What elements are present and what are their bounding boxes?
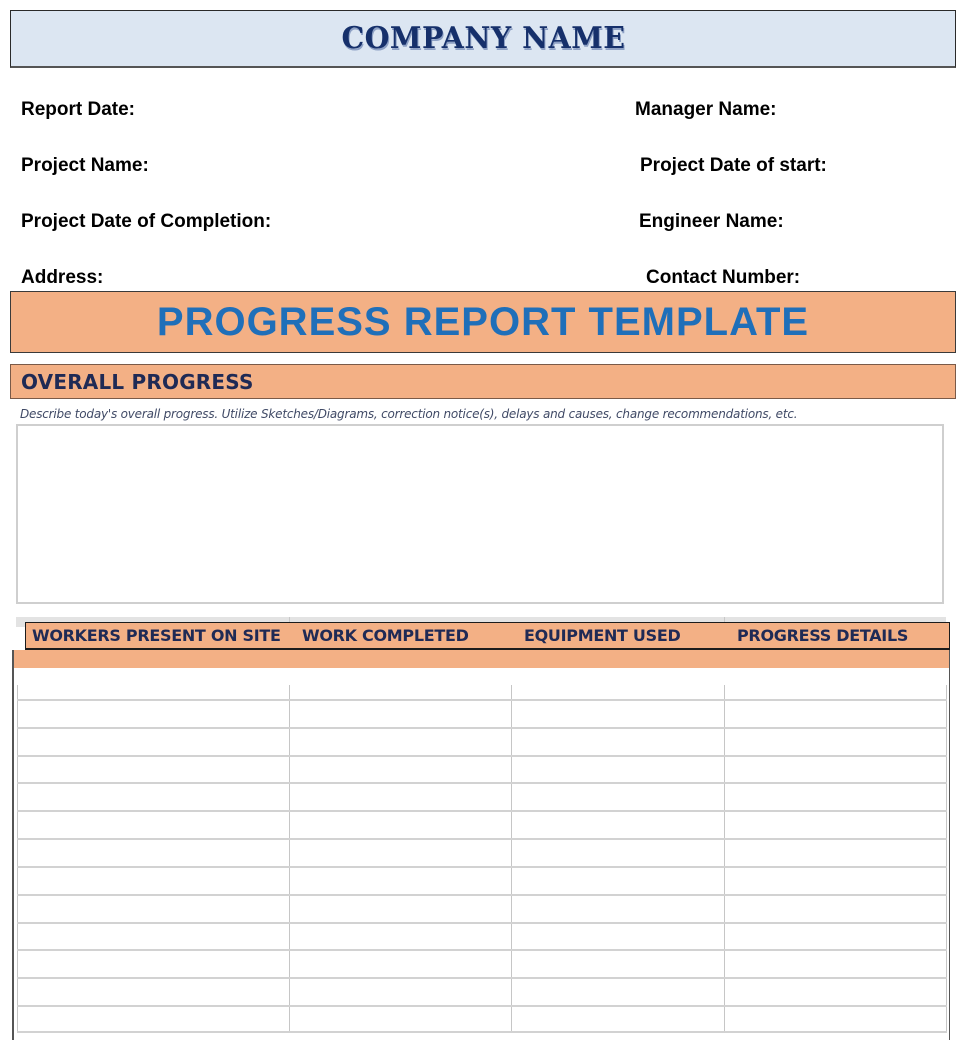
table-cell[interactable] <box>725 784 946 810</box>
table-cell[interactable] <box>725 701 946 727</box>
grid-line <box>946 685 947 1033</box>
table-cell[interactable] <box>290 812 511 838</box>
table-cell[interactable] <box>512 701 724 727</box>
table-cell[interactable] <box>290 979 511 1005</box>
engineer-name-label: Engineer Name: <box>639 211 784 232</box>
table-cell[interactable] <box>512 951 724 977</box>
table-cell[interactable] <box>290 896 511 922</box>
manager-name-label: Manager Name: <box>635 99 777 120</box>
table-cell[interactable] <box>290 701 511 727</box>
table-cell[interactable] <box>512 979 724 1005</box>
column-header-workers: WORKERS PRESENT ON SITE <box>32 626 281 645</box>
table-cell[interactable] <box>18 784 289 810</box>
table-cell[interactable] <box>725 868 946 894</box>
table-cell[interactable] <box>18 924 289 950</box>
contact-number-label: Contact Number: <box>646 267 801 288</box>
table-cell[interactable] <box>512 784 724 810</box>
progress-table <box>17 685 947 1033</box>
table-cell[interactable] <box>290 951 511 977</box>
table-cell[interactable] <box>290 840 511 866</box>
table-cell[interactable] <box>512 840 724 866</box>
table-cell[interactable] <box>18 868 289 894</box>
table-cell[interactable] <box>512 896 724 922</box>
overall-progress-input[interactable] <box>16 424 944 604</box>
table-cell[interactable] <box>290 757 511 783</box>
table-cell[interactable] <box>290 1007 511 1033</box>
company-header <box>10 10 956 68</box>
table-cell[interactable] <box>18 1007 289 1033</box>
table-header-row <box>25 622 950 650</box>
table-cell[interactable] <box>290 729 511 755</box>
table-cell[interactable] <box>725 979 946 1005</box>
table-cell[interactable] <box>512 757 724 783</box>
table-cell[interactable] <box>18 812 289 838</box>
table-cell[interactable] <box>18 729 289 755</box>
table-cell[interactable] <box>512 924 724 950</box>
address-label: Address: <box>21 267 104 288</box>
column-header-progress-details: PROGRESS DETAILS <box>737 626 909 645</box>
report-title: PROGRESS REPORT TEMPLATE <box>156 299 810 344</box>
table-cell[interactable] <box>512 868 724 894</box>
table-cell[interactable] <box>512 729 724 755</box>
table-cell[interactable] <box>725 812 946 838</box>
report-date-label: Report Date: <box>21 99 136 120</box>
table-cell[interactable] <box>725 924 946 950</box>
table-cell[interactable] <box>725 840 946 866</box>
company-name: COMPANY NAME <box>341 21 625 56</box>
table-cell[interactable] <box>512 812 724 838</box>
table-cell[interactable] <box>290 784 511 810</box>
table-cell[interactable] <box>18 840 289 866</box>
project-completion-date-label: Project Date of Completion: <box>21 211 272 232</box>
table-cell[interactable] <box>18 979 289 1005</box>
table-cell[interactable] <box>725 729 946 755</box>
project-start-date-label: Project Date of start: <box>640 155 827 176</box>
overall-progress-heading: OVERALL PROGRESS <box>21 369 254 394</box>
table-cell[interactable] <box>290 868 511 894</box>
report-title-bar <box>10 291 956 353</box>
table-cell[interactable] <box>725 757 946 783</box>
table-cell[interactable] <box>18 701 289 727</box>
column-header-equipment: EQUIPMENT USED <box>524 626 681 645</box>
table-cell[interactable] <box>18 951 289 977</box>
table-cell[interactable] <box>290 924 511 950</box>
table-cell[interactable] <box>725 1007 946 1033</box>
overall-progress-section-header <box>10 364 956 399</box>
column-header-work-completed: WORK COMPLETED <box>302 626 469 645</box>
table-cell[interactable] <box>18 757 289 783</box>
table-cell[interactable] <box>512 1007 724 1033</box>
table-cell[interactable] <box>725 951 946 977</box>
overall-progress-hint: Describe today's overall progress. Utilize Sketches/Diagrams, correction notice(s), delays and causes, change recommendations, etc. <box>20 407 798 421</box>
table-cell[interactable] <box>725 896 946 922</box>
project-name-label: Project Name: <box>21 155 149 176</box>
table-cell[interactable] <box>18 896 289 922</box>
